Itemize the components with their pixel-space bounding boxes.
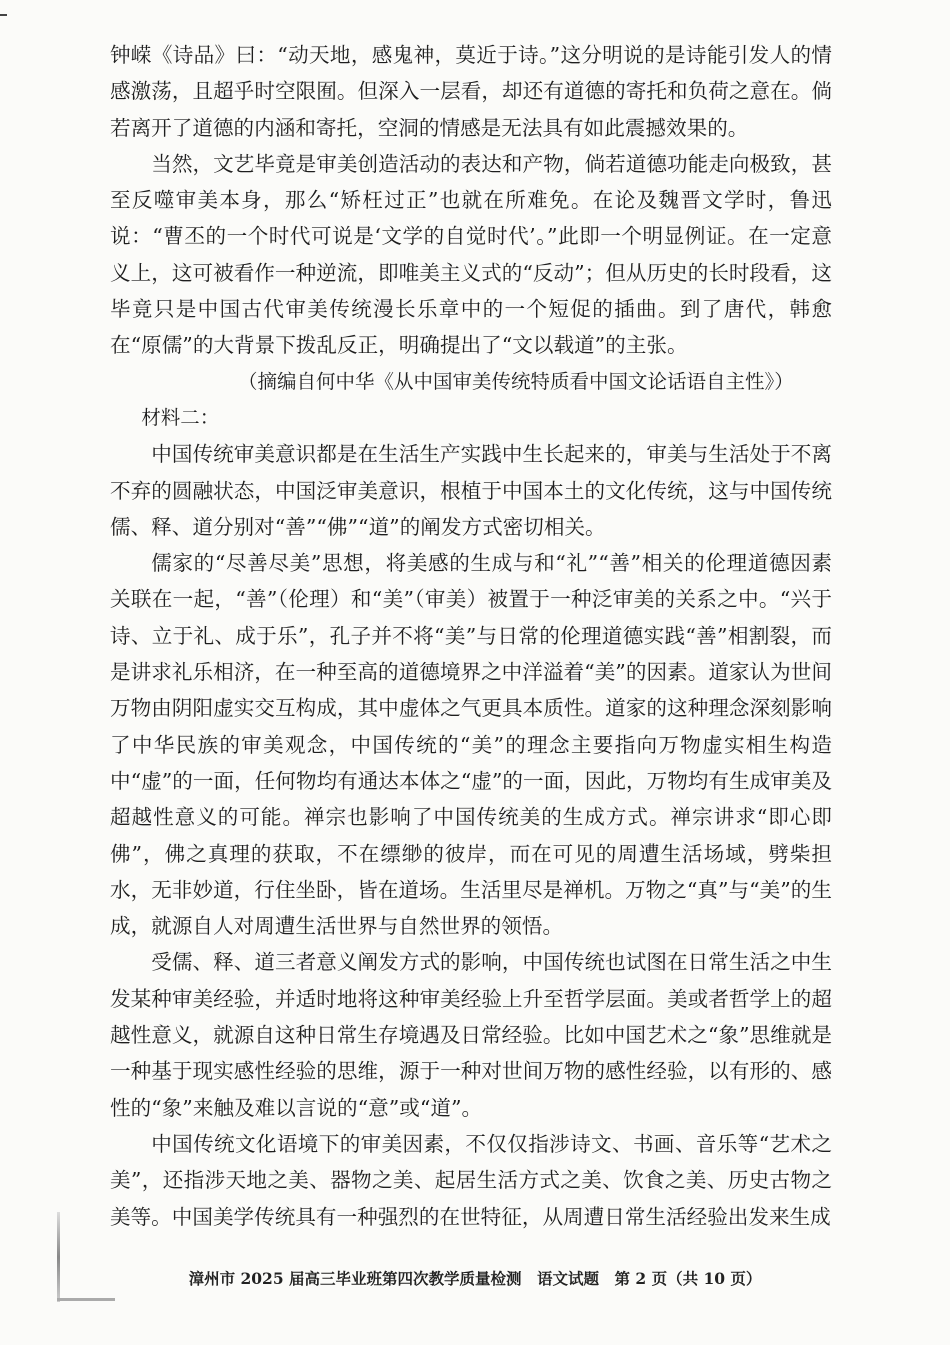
paragraph-2: 当然，文艺毕竟是审美创造活动的表达和产物，倘若道德功能走向极致，甚至反噬审美本身，那么“矫枉过正”也就在所难免。在论及魏晋文学时，鲁迅说：“曹丕的一个时代可说是‘文学的自觉时代’。”此即一个明显例证。在一定意义上，这可被看作一种逆流，即唯美主义式的“反动”；但从历史的长时段看，这毕竟只是中国古代审美传统漫长乐章中的一个短促的插曲。到了唐代，韩愈在“原儒”的大背景下拨乱反正，明确提出了“文以载道”的主张。 xyxy=(110,151,832,358)
paragraph-1: 钟嵘《诗品》曰：“动天地，感鬼神，莫近于诗。”这分明说的是诗能引发人的情感激荡，且超乎时空限囿。但深入一层看，却还有道德的寄托和负荷之意在。倘若离开了道德的内涵和寄托，空洞的情感是无法具有如此震撼效果的。 xyxy=(110,43,832,140)
material2-paragraph-1: 中国传统审美意识都是在生活生产实践中生长起来的，审美与生活处于不离不弃的圆融状态，中国泛审美意识，根植于中国本土的文化传统，这与中国传统儒、释、道分别对“善”“佛”“道”的阐发方式密切相关。 xyxy=(110,442,832,539)
scan-tick-mark xyxy=(0,14,7,16)
article-body xyxy=(110,37,832,1235)
material2-paragraph-3: 受儒、释、道三者意义阐发方式的影响，中国传统也试图在日常生活之中生发某种审美经验，并适时地将这种审美经验上升至哲学层面。美或者哲学上的超越性意义，就源自这种日常生存境遇及日常经验。比如中国艺术之“象”思维就是一种基于现实感性经验的思维，源于一种对世间万物的感性经验，以有形的、感性的“象”来触及难以言说的“意”或“道”。 xyxy=(110,950,832,1120)
page-footer: 漳州市 2025 届高三毕业班第四次教学质量检测 语文试题 第 2 页（共 10 页） xyxy=(188,1269,762,1288)
scan-smudge xyxy=(57,1212,60,1302)
source-note: （摘编自何中华《从中国审美传统特质看中国文论话语自主性》） xyxy=(238,369,794,393)
scan-smudge-line xyxy=(57,1298,115,1301)
material-heading: 材料二： xyxy=(141,405,220,429)
material2-paragraph-2: 儒家的“尽善尽美”思想，将美感的生成与和“礼”“善”相关的伦理道德因素关联在一起，“善”（伦理）和“美”（审美）被置于一种泛审美的关系之中。“兴于诗、立于礼、成于乐”，孔子并不将“美”与日常的伦理道德实践“善”相割裂，而是讲求礼乐相济，在一种至高的道德境界之中洋溢着“美”的因素。道家认为世间万物由阴阳虚实交互构成，其中虚体之气更具本质性。道家的这种理念深刻影响了中华民族的审美观念，中国传统的“美”的理念主要指向万物虚实相生构造中“虚”的一面，任何物均有通达本体之“虚”的一面，因此，万物均有生成审美及超越性意义的可能。禅宗也影响了中国传统美的生成方式。禅宗讲求“即心即佛”，佛之真理的获取，不在缥缈的彼岸，而在可见的周遭生活场域，劈柴担水，无非妙道，行住坐卧，皆在道场。生活里尽是禅机。万物之“真”与“美”的生成，就源自人对周遭生活世界与自然世界的领悟。 xyxy=(110,551,832,939)
material2-paragraph-4: 中国传统文化语境下的审美因素，不仅仅指涉诗文、书画、音乐等“艺术之美”，还指涉天地之美、器物之美、起居生活方式之美、饮食之美、历史古物之美等。中国美学传统具有一种强烈的在世特征，从周遭日常生活经验出发来生成 xyxy=(110,1131,832,1229)
